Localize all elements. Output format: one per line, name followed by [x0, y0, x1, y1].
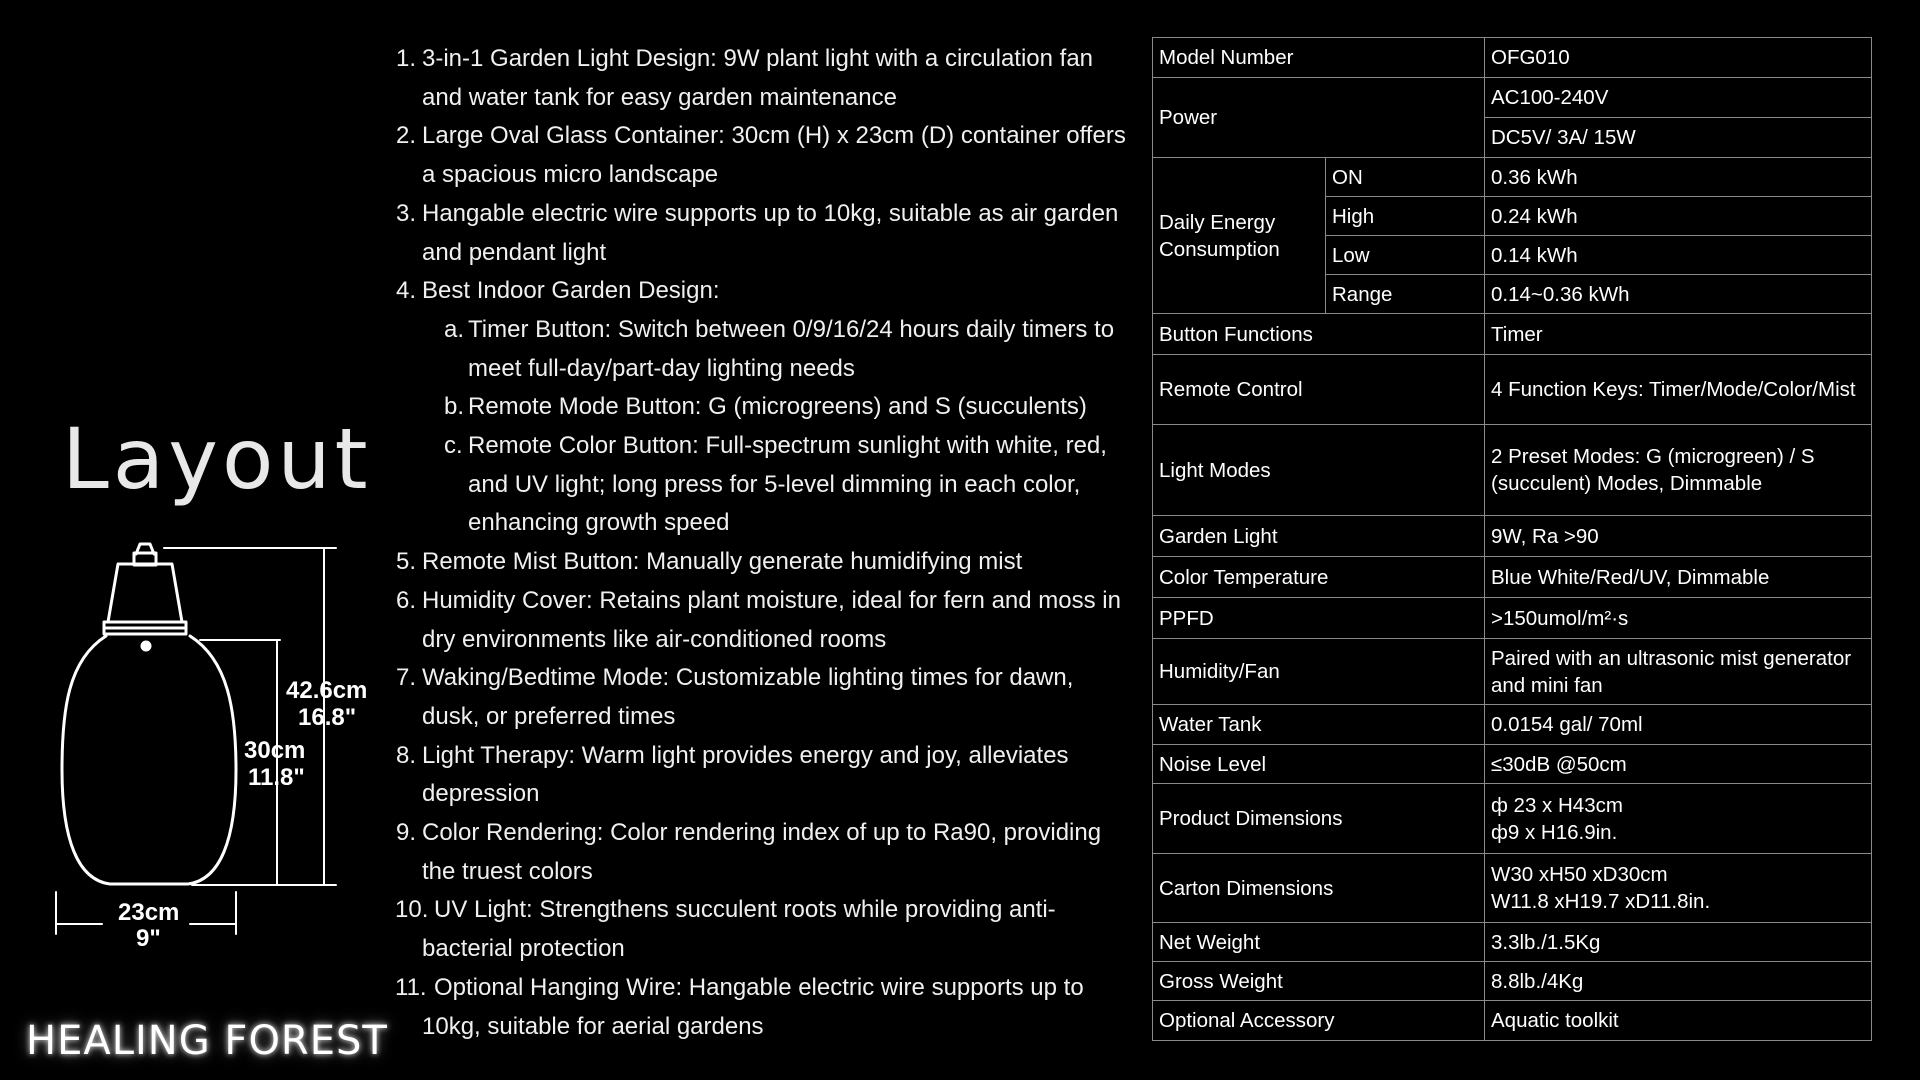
spec-label: Noise Level: [1153, 745, 1485, 784]
spec-sublabel: ON: [1326, 158, 1485, 197]
spec-value: AC100-240V: [1485, 78, 1872, 118]
glass-height-in: 11.8": [248, 764, 305, 791]
glass-height-cm: 30cm: [244, 737, 306, 764]
table-row: [1153, 705, 1872, 745]
spec-value: W30 xH50 xD30cm W11.8 xH19.7 xD11.8in.: [1485, 854, 1872, 923]
spec-value: 0.14~0.36 kWh: [1485, 275, 1872, 314]
table-row: [1153, 38, 1872, 78]
table-row: [1153, 598, 1872, 639]
feature-list: [396, 40, 1136, 1046]
list-item: 11. Optional Hanging Wire: Hangable electric wire supports up to 10kg, suitable for aerial gardens: [395, 973, 1084, 1040]
spec-label: Gross Weight: [1153, 962, 1485, 1001]
spec-label: Daily Energy Consumption: [1153, 158, 1326, 314]
spec-table: [1152, 37, 1872, 1041]
spec-sublabel: Range: [1326, 275, 1485, 314]
table-row: [1153, 78, 1872, 118]
table-row: [1153, 639, 1872, 705]
table-row: [1153, 425, 1872, 516]
spec-value: OFG010: [1485, 38, 1872, 78]
spec-value: 0.24 kWh: [1485, 197, 1872, 236]
diameter-cm: 23cm: [118, 899, 180, 926]
spec-value: DC5V/ 3A/ 15W: [1485, 118, 1872, 158]
spec-sublabel: Low: [1326, 236, 1485, 275]
list-item: 4. Best Indoor Garden Design:: [396, 277, 720, 305]
table-row: [1153, 745, 1872, 784]
table-row: [1153, 314, 1872, 355]
list-subitem: a. Timer Button: Switch between 0/9/16/24 hours daily timers to meet full-day/part-day lighting needs: [444, 315, 1115, 382]
table-row: [1153, 355, 1872, 425]
list-item: 9. Color Rendering: Color rendering index of up to Ra90, providing the truest colors: [396, 819, 1102, 885]
diameter-in: 9": [136, 925, 161, 952]
spec-value: 9W, Ra >90: [1485, 516, 1872, 557]
table-row: [1153, 784, 1872, 854]
spec-label: Garden Light: [1153, 516, 1485, 557]
spec-value: 0.36 kWh: [1485, 158, 1872, 197]
list-item: 7. Waking/Bedtime Mode: Customizable lighting times for dawn, dusk, or preferred times: [396, 664, 1074, 730]
brand-logo: HEALING FOREST: [26, 1018, 388, 1064]
spec-label: Power: [1153, 78, 1485, 158]
list-item: 2. Large Oval Glass Container: 30cm (H) x 23cm (D) container offers a spacious micro landscape: [396, 122, 1126, 189]
spec-value: ≤30dB @50cm: [1485, 745, 1872, 784]
layout-title: Layout: [62, 410, 372, 508]
spec-value: 4 Function Keys: Timer/Mode/Color/Mist: [1485, 355, 1872, 425]
list-item: 3. Hangable electric wire supports up to 10kg, suitable as air garden and pendant light: [396, 199, 1119, 266]
table-row: [1153, 158, 1872, 197]
spec-label: Humidity/Fan: [1153, 639, 1485, 705]
spec-label: Carton Dimensions: [1153, 854, 1485, 923]
spec-label: PPFD: [1153, 598, 1485, 639]
spec-value: Timer: [1485, 314, 1872, 355]
total-height-in: 16.8": [298, 704, 357, 731]
total-height-cm: 42.6cm: [286, 677, 368, 704]
spec-value: ф 23 x H43cm ф9 x H16.9in.: [1485, 784, 1872, 854]
spec-label: Color Temperature: [1153, 557, 1485, 598]
spec-label: Light Modes: [1153, 425, 1485, 516]
table-row: [1153, 923, 1872, 962]
spec-value: Blue White/Red/UV, Dimmable: [1485, 557, 1872, 598]
spec-label: Model Number: [1153, 38, 1485, 78]
list-subitem: c. Remote Color Button: Full-spectrum sunlight with white, red, and UV light; long press for 5-level dimming in each color, enhancing growth speed: [444, 432, 1107, 537]
spec-value: Paired with an ultrasonic mist generator and mini fan: [1485, 639, 1872, 705]
spec-value: >150umol/m²·s: [1485, 598, 1872, 639]
table-row: [1153, 1001, 1872, 1041]
list-item: 1. 3-in-1 Garden Light Design: 9W plant light with a circulation fan and water tank for easy garden maintenance: [396, 45, 1094, 111]
list-item: 6. Humidity Cover: Retains plant moisture, ideal for fern and moss in dry environments like air-conditioned rooms: [396, 586, 1121, 653]
spec-value: 2 Preset Modes: G (microgreen) / S (succulent) Modes, Dimmable: [1485, 425, 1872, 516]
spec-label: Optional Accessory: [1153, 1001, 1485, 1041]
list-item: 10. UV Light: Strengthens succulent roots while providing anti-bacterial protection: [395, 896, 1056, 963]
spec-label: Net Weight: [1153, 923, 1485, 962]
spec-label: Water Tank: [1153, 705, 1485, 745]
spec-label: Button Functions: [1153, 314, 1485, 355]
spec-label: Remote Control: [1153, 355, 1485, 425]
list-item: 5. Remote Mist Button: Manually generate humidifying mist: [396, 548, 1023, 576]
spec-sublabel: High: [1326, 197, 1485, 236]
spec-value: 3.3lb./1.5Kg: [1485, 923, 1872, 962]
product-dimension-drawing: [40, 540, 380, 960]
spec-label: Product Dimensions: [1153, 784, 1485, 854]
spec-value: 0.14 kWh: [1485, 236, 1872, 275]
list-item: 8. Light Therapy: Warm light provides energy and joy, alleviates depression: [396, 741, 1069, 808]
spec-value: 8.8lb./4Kg: [1485, 962, 1872, 1001]
spec-value: 0.0154 gal/ 70ml: [1485, 705, 1872, 745]
table-row: [1153, 557, 1872, 598]
table-row: [1153, 962, 1872, 1001]
list-subitem: b. Remote Mode Button: G (microgreens) and S (succulents): [444, 393, 1087, 421]
table-row: [1153, 854, 1872, 923]
table-row: [1153, 516, 1872, 557]
spec-value: Aquatic toolkit: [1485, 1001, 1872, 1041]
